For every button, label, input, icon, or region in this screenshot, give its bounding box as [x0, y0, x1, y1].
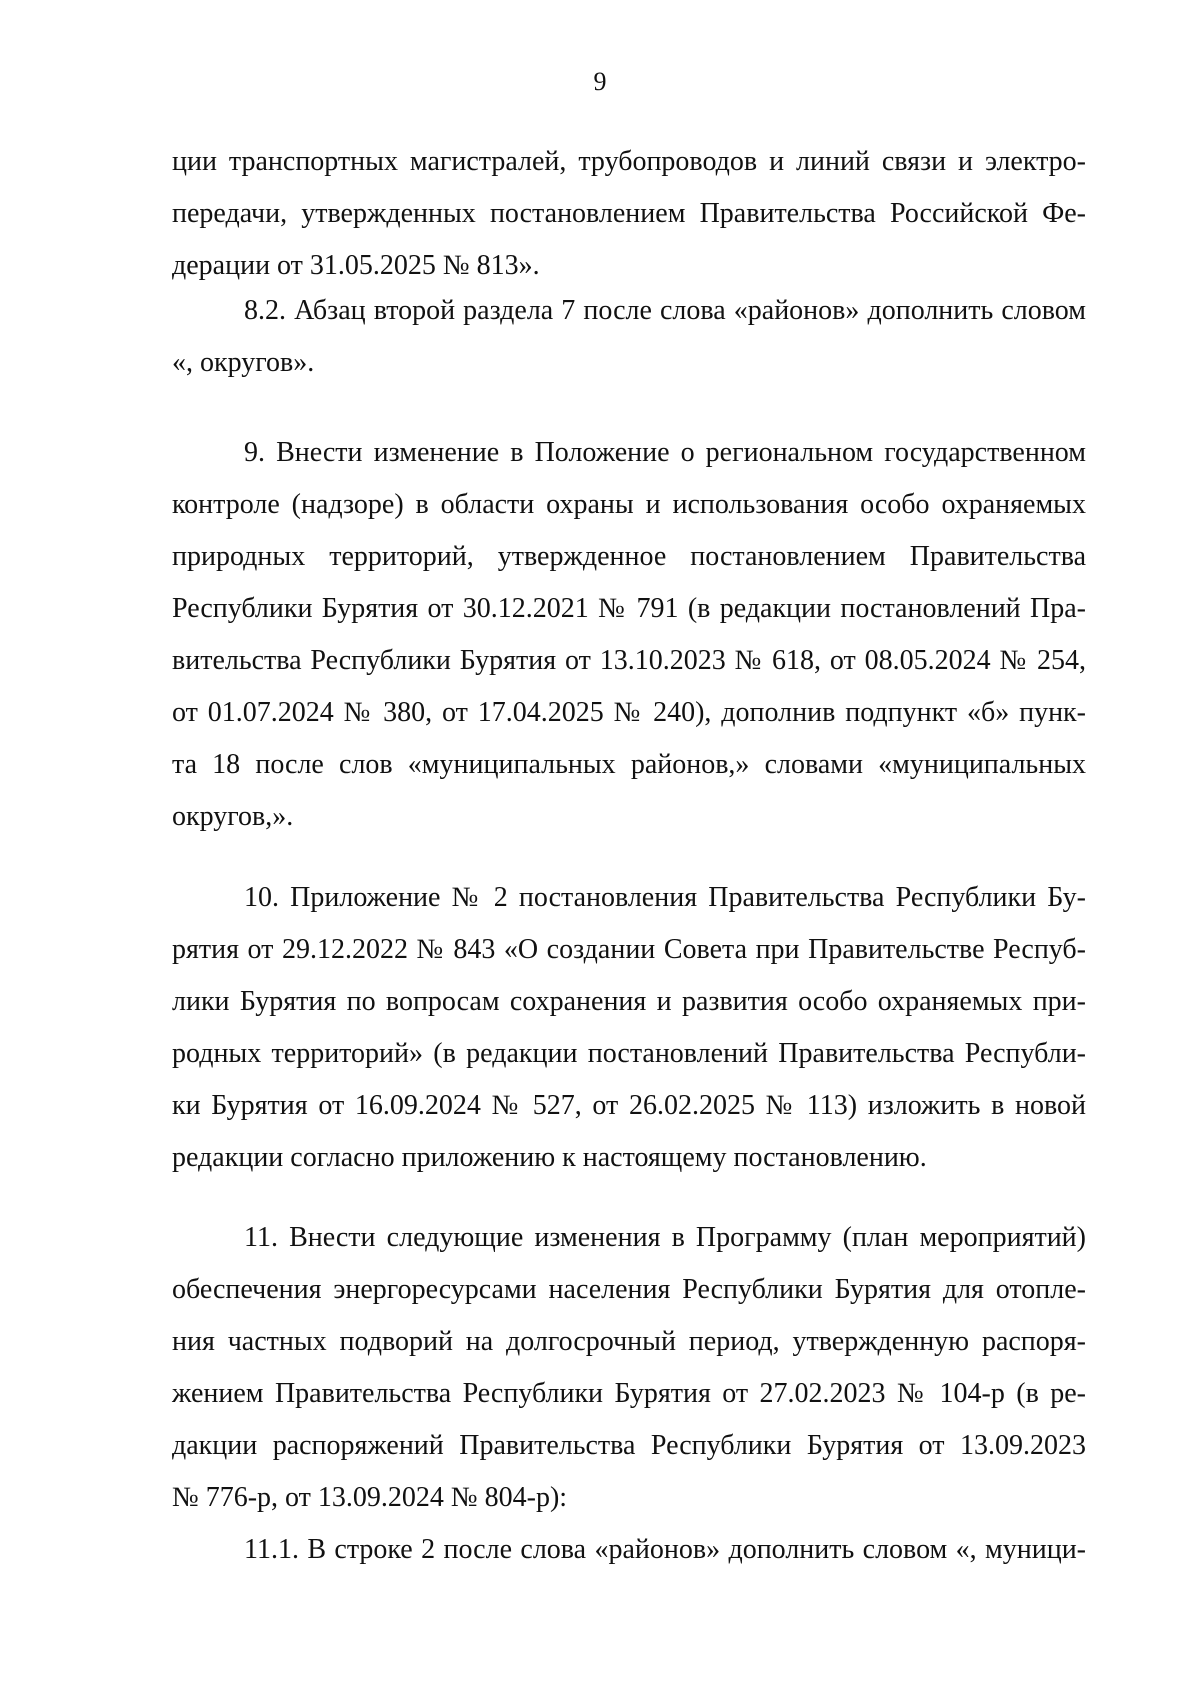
text-line: округов,». [172, 801, 294, 832]
text-line: 10. Приложение № 2 постановления Правительства Республики Бу- [244, 882, 1086, 913]
text-line: ки Бурятия от 16.09.2024 № 527, от 26.02.2025 № 113) изложить в новой [172, 1090, 1086, 1121]
text-line: ции транспортных магистралей, трубопроводов и линий связи и электро- [172, 146, 1086, 177]
text-line: «, округов». [172, 347, 315, 378]
paragraph-10 [172, 872, 1086, 1184]
text-line: лики Бурятия по вопросам сохранения и развития особо охраняемых при- [172, 986, 1086, 1017]
text-line: обеспечения энергоресурсами населения Республики Бурятия для отопле- [172, 1274, 1086, 1305]
paragraph-continuation [172, 136, 1086, 292]
text-line: передачи, утвержденных постановлением Правительства Российской Фе- [172, 198, 1086, 229]
page-number: 9 [593, 67, 607, 96]
text-line: дерации от 31.05.2025 № 813». [172, 250, 540, 281]
text-line: родных территорий» (в редакции постановлений Правительства Республи- [172, 1038, 1086, 1069]
text-line: жением Правительства Республики Бурятия от 27.02.2023 № 104-р (в ре- [172, 1378, 1086, 1409]
paragraph-8-2 [172, 285, 1086, 389]
text-line: вительства Республики Бурятия от 13.10.2023 № 618, от 08.05.2024 № 254, [172, 645, 1086, 676]
text-line: та 18 после слов «муниципальных районов,» словами «муниципальных [172, 749, 1086, 780]
text-line: дакции распоряжений Правительства Республики Бурятия от 13.09.2023 [172, 1430, 1086, 1461]
text-line: 11.1. В строке 2 после слова «районов» дополнить словом «, муници- [244, 1534, 1086, 1565]
text-line: 8.2. Абзац второй раздела 7 после слова «районов» дополнить словом [244, 295, 1086, 326]
text-line: 11. Внести следующие изменения в Программу (план мероприятий) [244, 1222, 1086, 1253]
paragraph-9 [172, 427, 1086, 843]
paragraph-11 [172, 1212, 1086, 1576]
text-line: редакции согласно приложению к настоящему постановлению. [172, 1142, 927, 1173]
text-line: рятия от 29.12.2022 № 843 «О создании Совета при Правительстве Респуб- [172, 934, 1086, 965]
text-line: от 01.07.2024 № 380, от 17.04.2025 № 240), дополнив подпункт «б» пунк- [172, 697, 1086, 728]
text-line: № 776-р, от 13.09.2024 № 804-р): [172, 1482, 568, 1513]
text-line: природных территорий, утвержденное постановлением Правительства [172, 541, 1086, 572]
text-line: контроле (надзоре) в области охраны и использования особо охраняемых [172, 489, 1086, 520]
text-line: ния частных подворий на долгосрочный период, утвержденную распоря- [172, 1326, 1086, 1357]
text-line: Республики Бурятия от 30.12.2021 № 791 (в редакции постановлений Пра- [172, 593, 1086, 624]
text-line: 9. Внести изменение в Положение о региональном государственном [244, 437, 1086, 468]
